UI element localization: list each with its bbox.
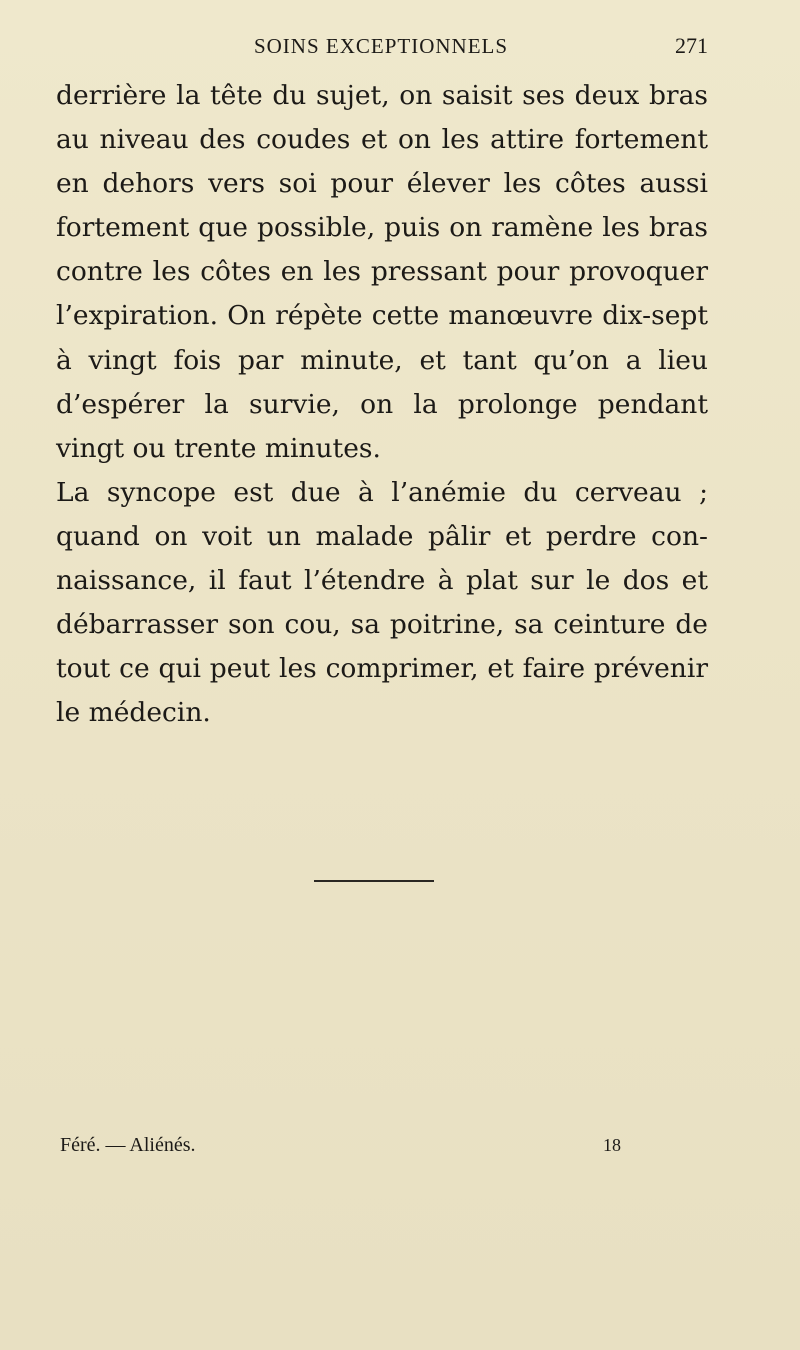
text-line: La syncope est due à l’anémie du cerveau ; [56,476,708,508]
text-line: d’espérer la survie, on la prolonge pendant [56,388,708,420]
text-line: contre les côtes en les pressant pour provoquer [56,256,708,288]
text-line: au niveau des coudes et on les attire fortement [56,124,708,156]
text-line: à vingt fois par minute, et tant qu’on a lieu [56,344,708,376]
paragraph-1 [56,74,708,471]
printer-signature [60,1133,660,1163]
text-line: l’expiration. On répète cette manœuvre dix-sept [56,300,708,332]
text-line: en dehors vers soi pour élever les côtes aussi [56,168,708,200]
text-line: quand on voit un malade pâlir et perdre con- [56,520,708,552]
paragraph-2 [56,471,708,736]
body-text [56,74,708,735]
signature-number: 18 [603,1135,621,1155]
running-head [54,34,708,62]
page-number: 271 [675,33,708,58]
text-line: derrière la tête du sujet, on saisit ses deux bras [56,80,708,111]
text-line: le médecin. [56,697,211,729]
text-line: naissance, il faut l’étendre à plat sur le dos et [56,565,708,597]
running-title: SOINS EXCEPTIONNELS [253,34,509,58]
text-line: vingt ou trente minutes. [56,432,381,464]
section-divider [314,880,434,882]
signature-text: Féré. — Aliénés. [60,1134,196,1156]
text-line: fortement que possible, puis on ramène les bras [56,212,708,244]
text-line: tout ce qui peut les comprimer, et faire prévenir [56,653,708,685]
text-line: débarrasser son cou, sa poitrine, sa ceinture de [56,609,708,641]
